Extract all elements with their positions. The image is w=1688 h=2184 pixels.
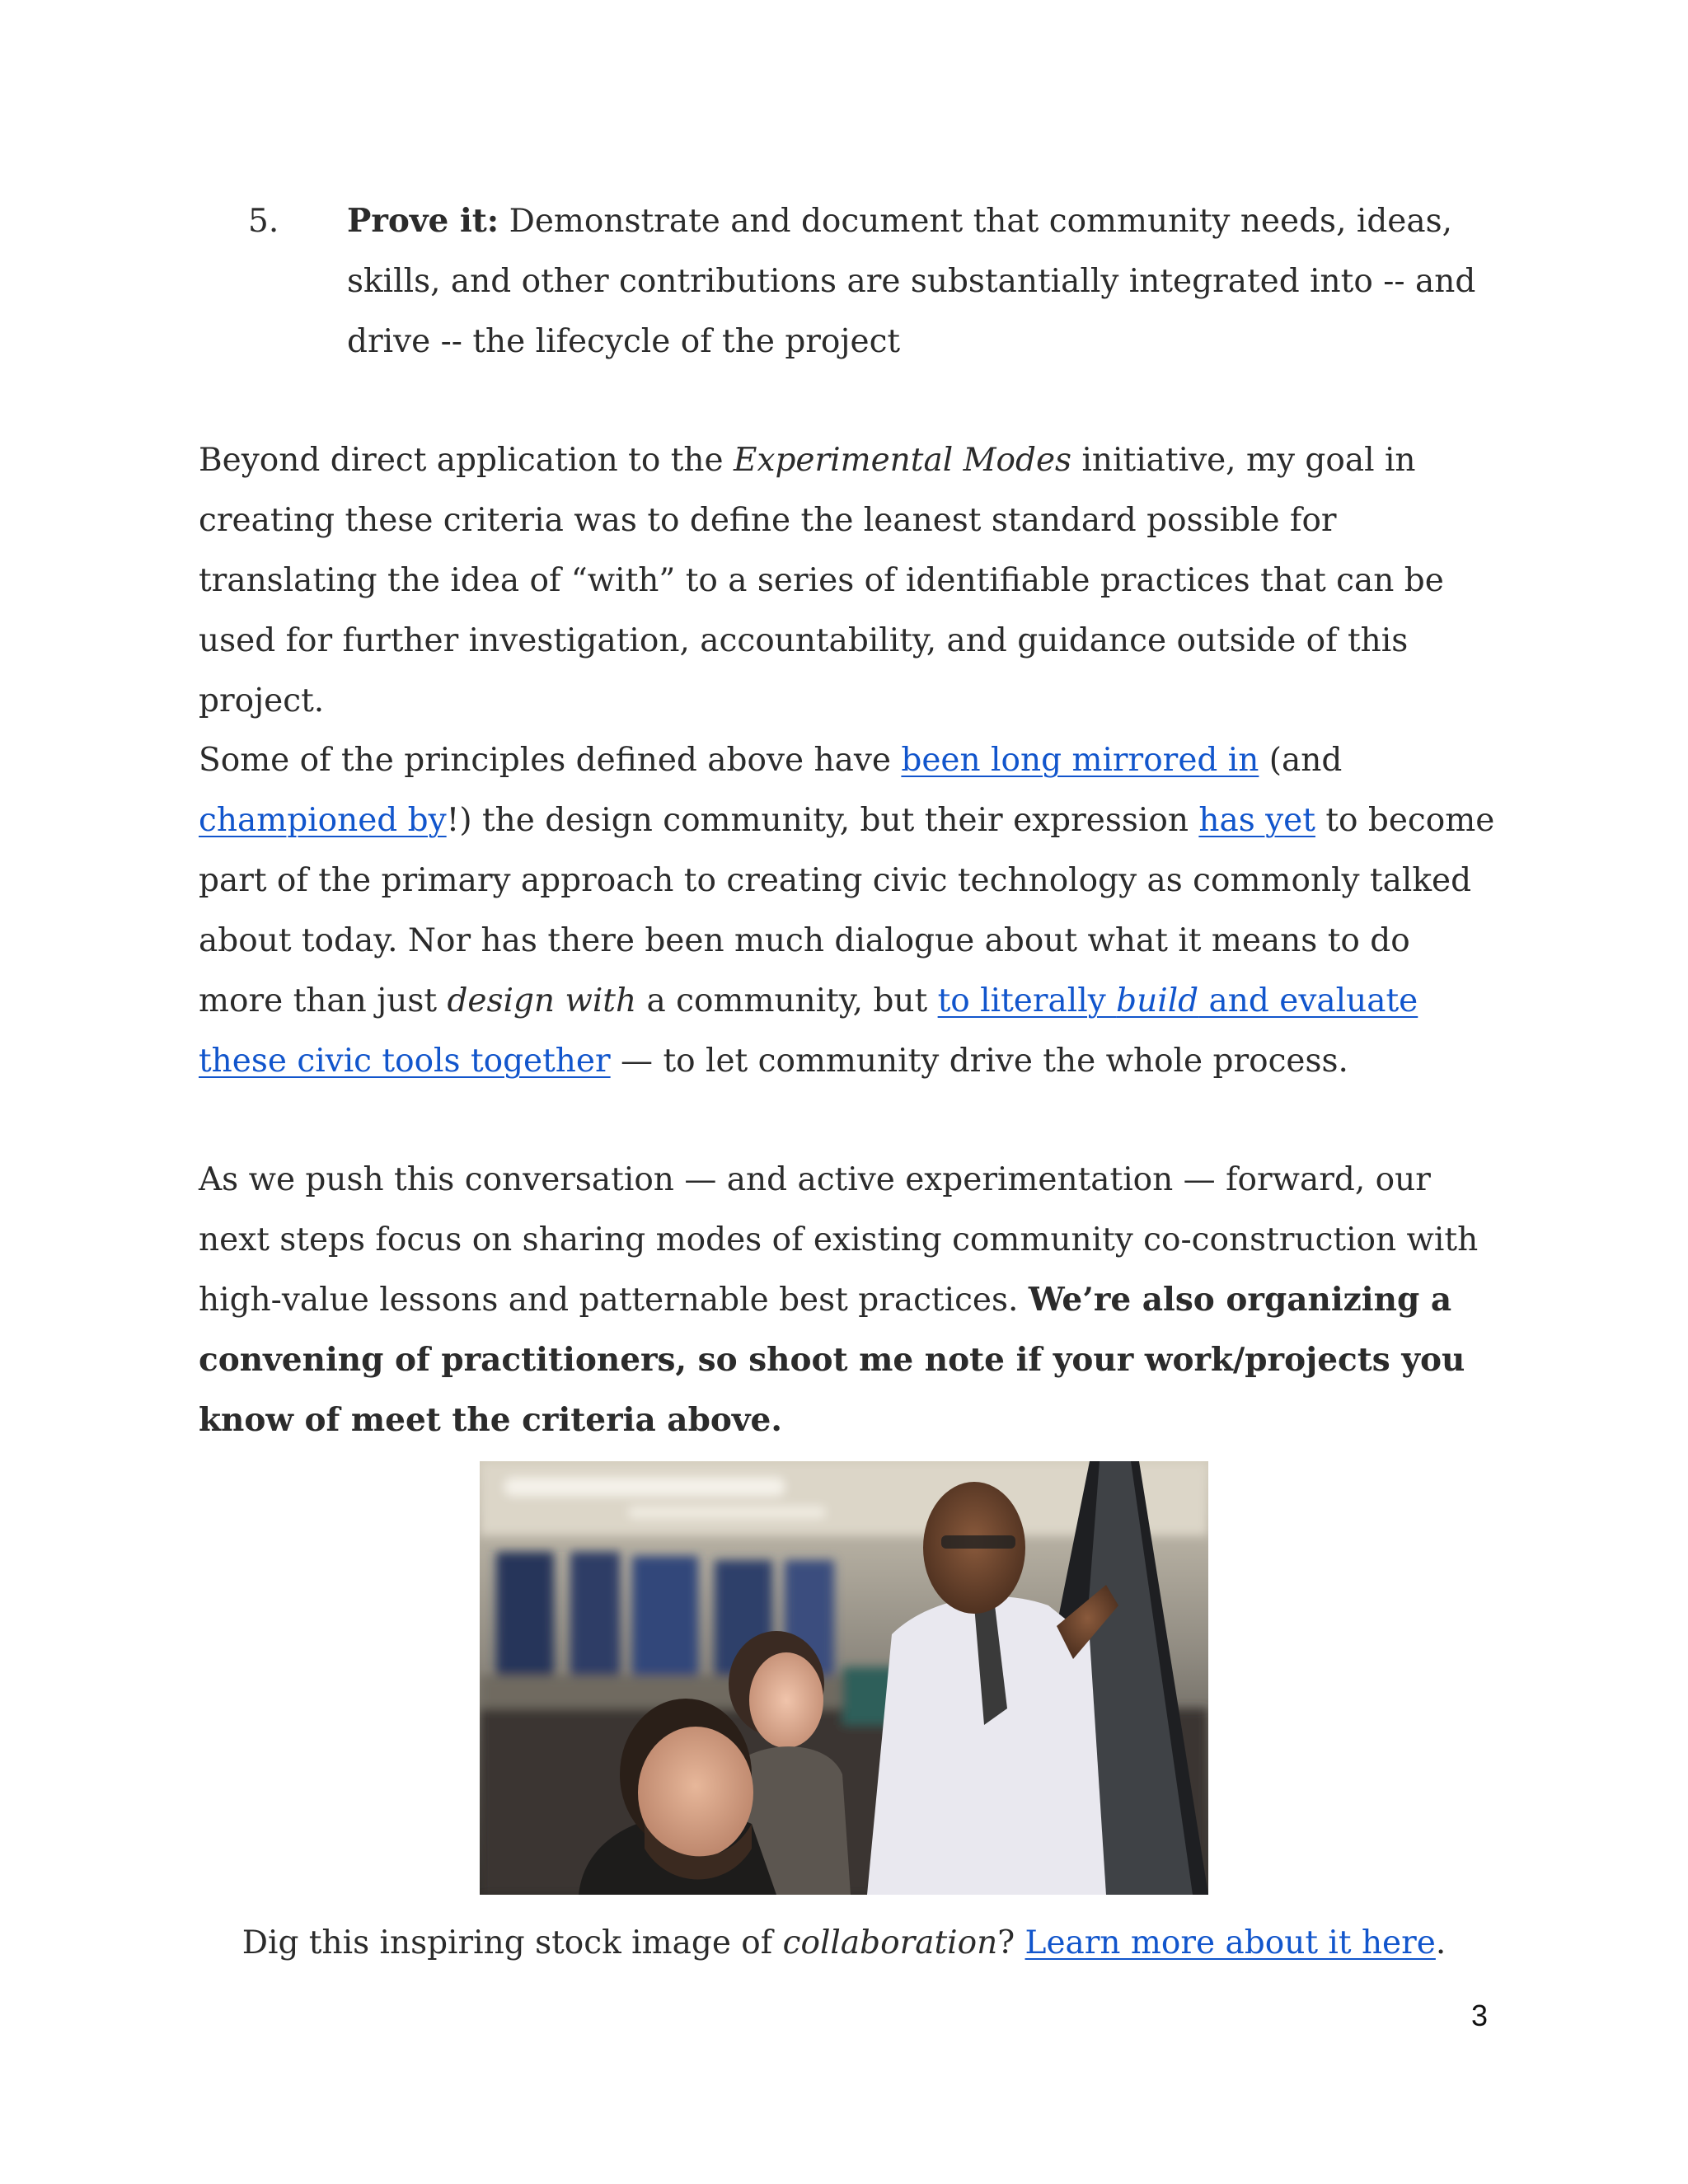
text-run: a community, but bbox=[636, 982, 938, 1019]
link-learn-more[interactable]: Learn more about it here bbox=[1025, 1924, 1436, 1961]
list-item-lead: Prove it: bbox=[347, 202, 499, 240]
link-emphasis-build: build bbox=[1116, 982, 1199, 1019]
list-item-body bbox=[347, 191, 1534, 372]
text-run: Dig this inspiring stock image of bbox=[241, 1924, 783, 1961]
text-run: — to let community drive the whole process. bbox=[610, 1043, 1348, 1080]
text-run: initiative, my goal in creating these criteria was to define the leanest standard possible for translating the idea of “with” to a series of identifiable practices that can be used for further investigation, accountability, and guidance outside of this project. bbox=[199, 442, 1444, 719]
page-number: 3 bbox=[1470, 1999, 1488, 2032]
emphasis-experimental-modes: Experimental Modes bbox=[733, 442, 1072, 479]
bold-convening-note: We’re also organizing a convening of practitioners, so shoot me note if your work/projects you know of meet the criteria above. bbox=[199, 1281, 1465, 1439]
text-run: ? bbox=[997, 1924, 1025, 1961]
text-run: . bbox=[1435, 1924, 1447, 1961]
emphasis-collaboration: collaboration bbox=[782, 1924, 998, 1961]
link-has-yet[interactable]: has yet bbox=[1198, 802, 1315, 839]
link-been-long-mirrored-in[interactable]: been long mirrored in bbox=[901, 742, 1259, 779]
image-caption bbox=[0, 1913, 1688, 1973]
text-run: !) the design community, but their expression bbox=[446, 802, 1199, 839]
text-run: to become part of the primary approach to creating civic technology as commonly talked about today. Nor has there been much dialogue about what it means to do more than just bbox=[199, 802, 1495, 1019]
list-number: 5. bbox=[248, 203, 279, 240]
text-run: Some of the principles defined above have bbox=[199, 742, 902, 779]
paragraph-design-community bbox=[199, 730, 1497, 1091]
emphasis-design-with: design with bbox=[447, 982, 637, 1019]
link-text-run: to literally bbox=[937, 982, 1117, 1019]
collaboration-photo bbox=[480, 1461, 1208, 1895]
photo-illustration bbox=[480, 1461, 1208, 1895]
text-run: (and bbox=[1259, 742, 1343, 779]
link-championed-by[interactable]: championed by bbox=[199, 802, 447, 839]
paragraph-next-steps bbox=[199, 1150, 1497, 1451]
link-text-run: and evaluate these civic tools together bbox=[199, 982, 1418, 1080]
text-run: As we push this conversation — and active experimentation — forward, our next steps focus on sharing modes of existing community co-construction with high-value lessons and patternable best practices. bbox=[199, 1161, 1479, 1319]
list-item-text: Demonstrate and document that community needs, ideas, skills, and other contributions are substantially integrated into -- and drive -- the lifecycle of the project bbox=[347, 203, 1476, 360]
paragraph-experimental-modes bbox=[199, 430, 1497, 731]
text-run: Beyond direct application to the bbox=[199, 442, 734, 479]
